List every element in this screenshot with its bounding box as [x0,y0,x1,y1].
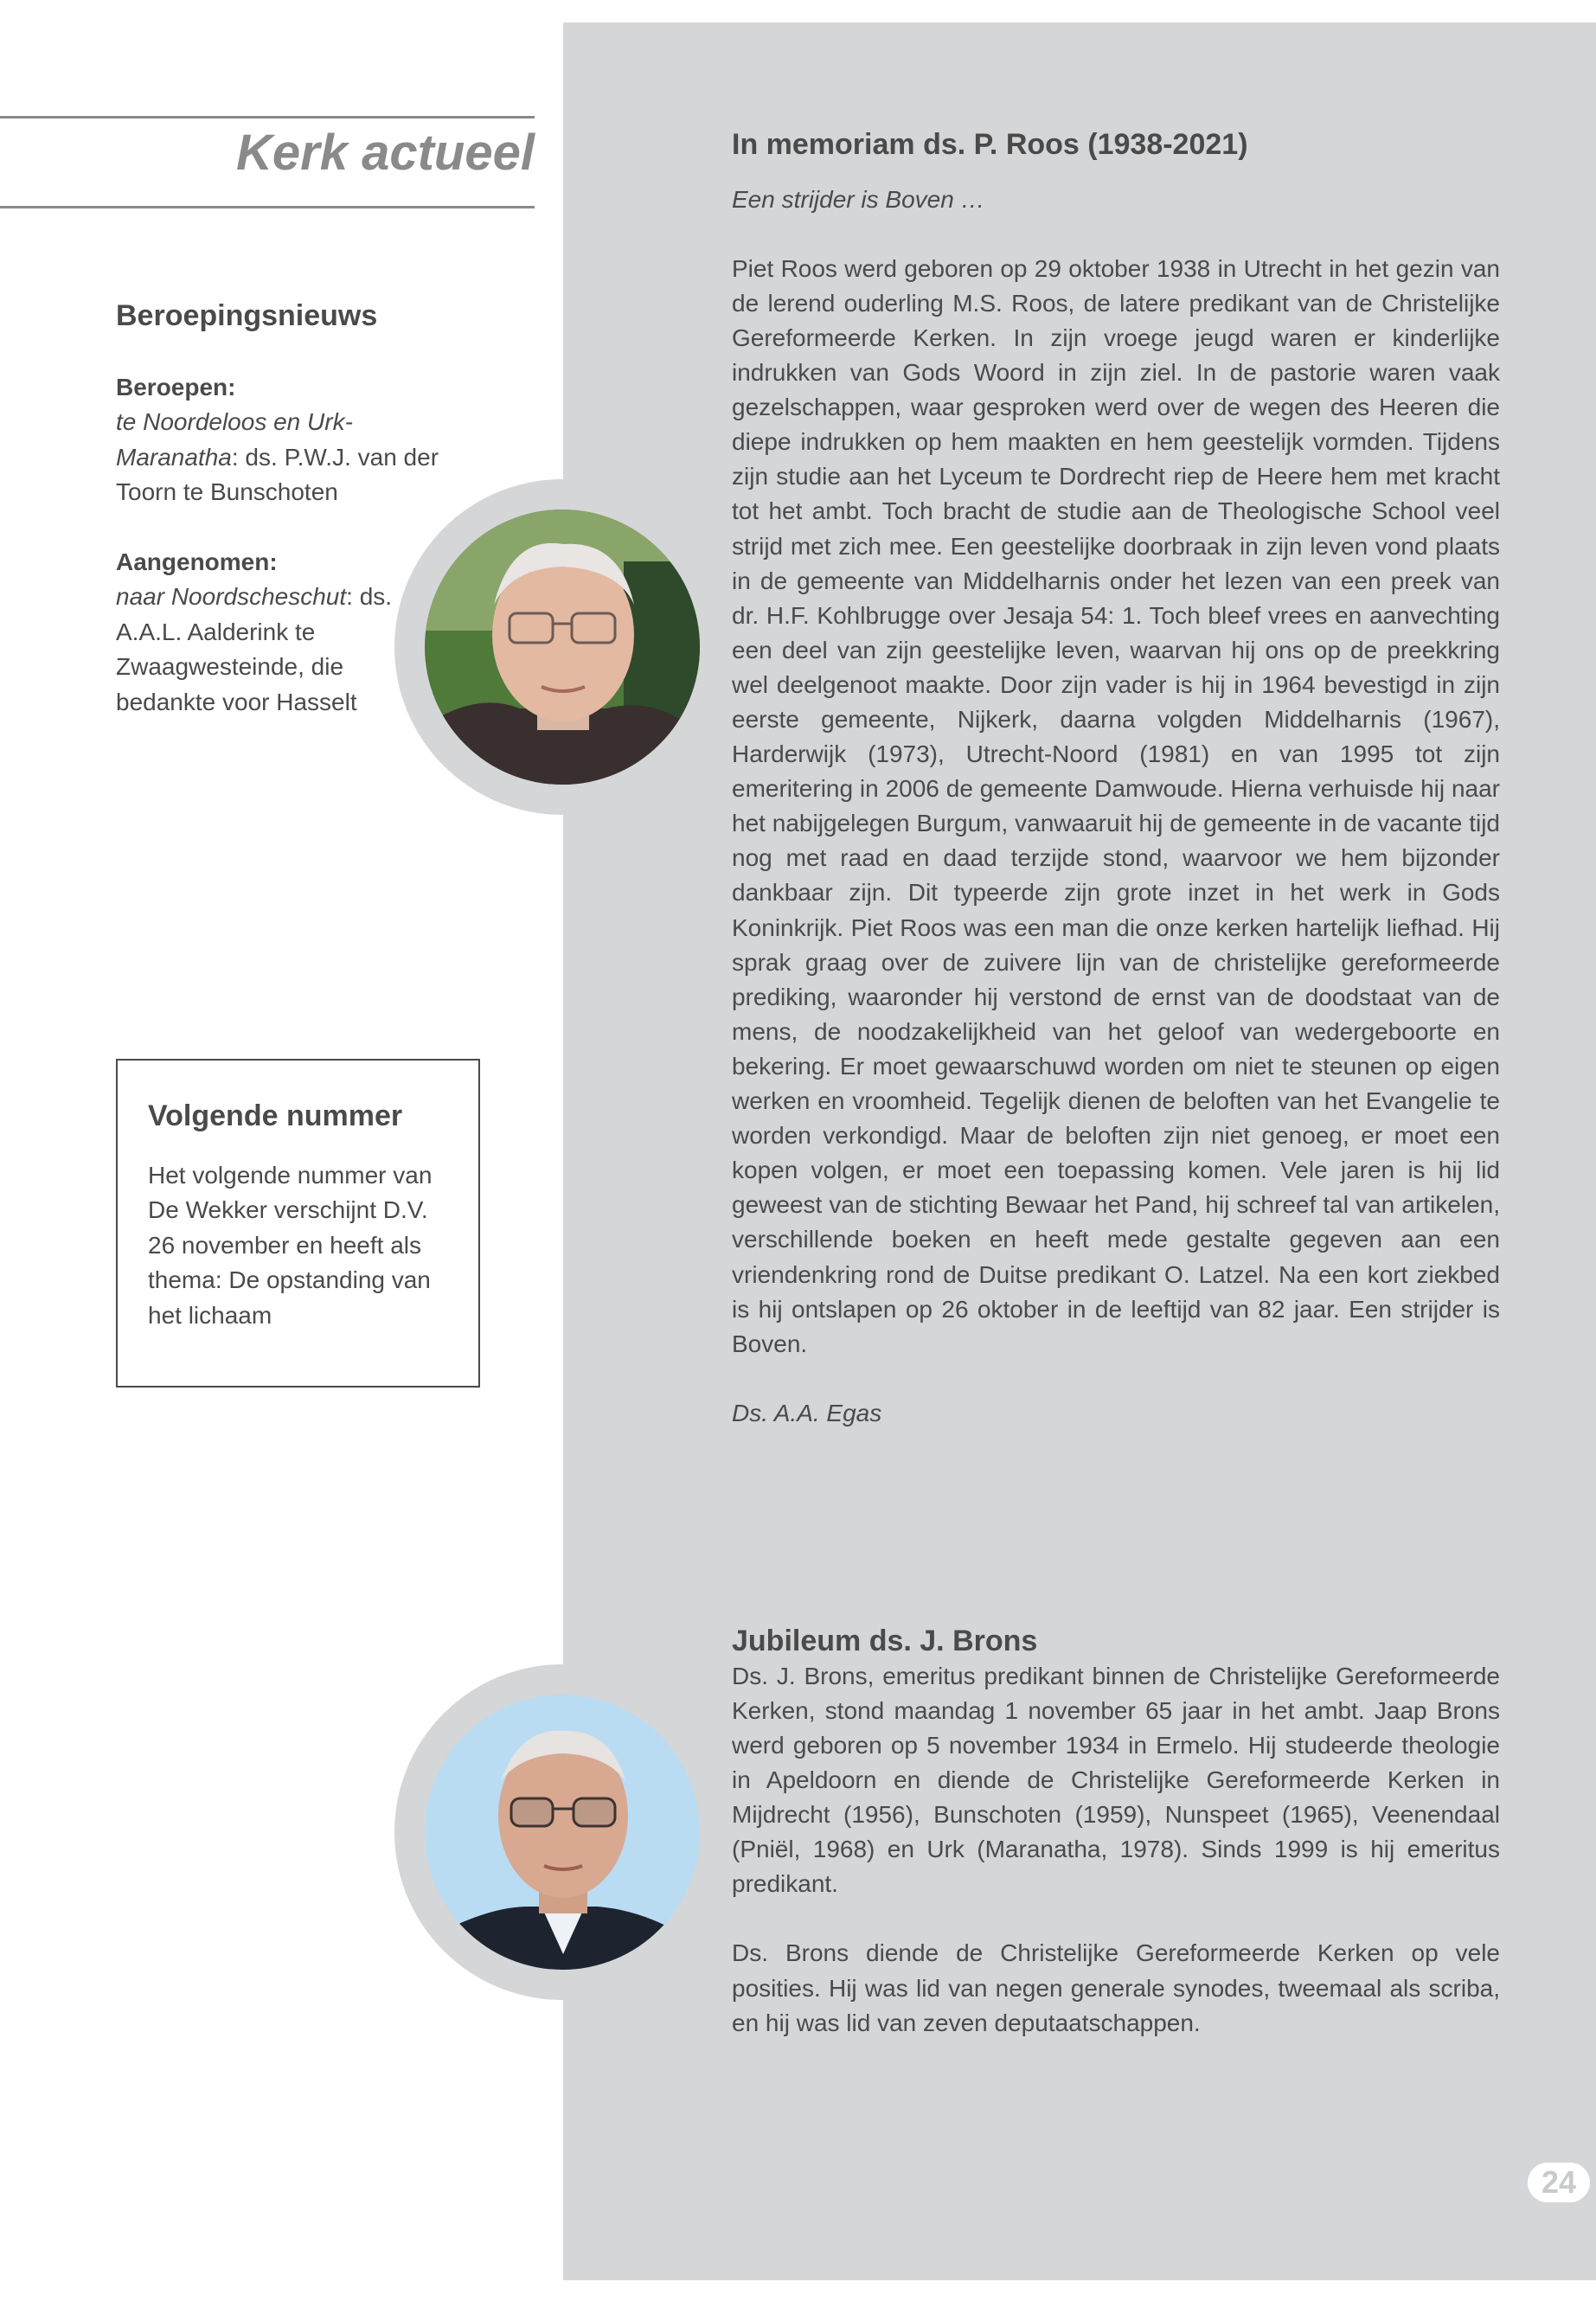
section-title: Kerk actueel [236,125,535,181]
portrait-roos-image [425,510,700,785]
page-number: 24 [1528,2163,1590,2202]
portrait-brons-image [425,1695,700,1970]
jubilee-article [732,1624,1500,2041]
memoriam-tagline: Een strijder is Boven … [732,185,985,213]
accepted-label: Aangenomen: [116,548,278,575]
memoriam-author: Ds. A.A. Egas [732,1399,882,1426]
sidebar-title: Beroepingsnieuws [116,299,378,332]
next-issue-title: Volgende nummer [148,1099,403,1132]
called-text [116,405,453,510]
next-issue-box [116,1059,480,1388]
next-issue-text: Het volgende nummer van De Wekker verschijnt D.V. 26 november en heeft als thema: De opstanding van het lichaam [148,1161,433,1329]
called-rest: : ds. P.W.J. van der Toorn te Bunschoten [116,443,439,506]
memoriam-body: Piet Roos werd geboren op 29 oktober 1938 in Utrecht in het gezin van de lerend ouderling M.S. Roos, de latere predikant van de Christelijke Gereformeerde Kerken. In zijn vroege jeugd waren er kinderlijke indrukken van Gods Woord in zijn ziel. In de pastorie waren vaak gezelschappen, waar gesproken werd over de wegen des Heeren die diepe indrukken op hem maakten en hem geestelijk vormden. Tijdens zijn studie aan het Lyceum te Dordrecht riep de Heere hem met kracht tot het ambt. Toch bracht de studie aan de Theologische School veel strijd met zich mee. Een geestelijke doorbraak in zijn leven vond plaats in de gemeente van Middelharnis onder het lezen van een preek van dr. H.F. Kohlbrugge over Jesaja 54: 1. Toch bleef vrees en aanvechting een deel van zijn geestelijke leven, waarvan hij ons op de preekkring wel deelgenoot maakte. Door zijn vader is hij in 1964 bevestigd in zijn eerste gemeente, Nijkerk, daarna volgden Middelharnis (1967), Harderwijk (1973), Utrecht-Noord (1981) en van 1995 tot zijn emeritering in 2006 de gemeente Damwoude. Hierna verhuisde hij naar het nabijgelegen Burgum, vanwaaruit hij de gemeente in de vacante tijd nog met raad en daad terzijde stond, waarvoor we hem bijzonder dankbaar zijn. Dit typeerde zijn grote inzet in het werk in Gods Koninkrijk. Piet Roos was een man die onze kerken hartelijk liefhad. Hij sprak graag over de zuivere lijn van de christelijke gereformeerde prediking, waaronder hij verstond de ernst van de doodstaat van de mens, de noodzakelijkheid van het geloof van wedergeboorte en bekering. Er moet gewaarschuwd worden om niet te steunen op eigen werken en vroomheid. Tegelijk dienen de beloften van het Evangelie te worden verkondigd. Maar de beloften zijn niet genoeg, er moet een kopen volgen, er moet een toepassing komen. Vele jaren is hij lid geweest van de stichting Bewaar het Pand, hij schreef tal van artikelen, verschillende boeken en heeft mede gestalte gegeven aan een vriendenkring rond de Duitse predikant O. Latzel. Na een kort ziekbed is hij ontslapen op 26 oktober in de leeftijd van 82 jaar. Een strijder is Boven. [732,254,1500,1357]
accepted-rest: : ds. A.A.L. Aalderink te Zwaagwesteinde, die bedankte voor Hasselt [116,583,393,715]
accepted-text [116,580,401,720]
header-top-rule [0,116,535,119]
portrait-brons [425,1695,700,1970]
memoriam-title: In memoriam ds. P. Roos (1938-2021) [732,128,1248,161]
called-place: te Noordeloos en Urk-Maranatha [116,408,353,471]
portrait-roos [425,510,700,785]
jubilee-paragraph-1: Ds. J. Brons, emeritus predikant binnen de Christelijke Gereformeerde Kerken, stond maandag 1 november 65 jaar in het ambt. Jaap Brons werd geboren op 5 november 1934 in Ermelo. Hij studeerde theologie in Apeldoorn en diende de Christelijke Gereformeerde Kerken in Mijdrecht (1956), Bunschoten (1959), Nunspeet (1965), Veenendaal (Pniël, 1968) en Urk (Maranatha, 1978). Sinds 1999 is hij emeritus predikant. [732,1662,1500,1898]
memoriam-article [732,127,1500,1431]
header-bottom-rule [0,206,535,208]
jubilee-paragraph-2: Ds. Brons diende de Christelijke Gereformeerde Kerken op vele posities. Hij was lid van negen generale synodes, tweemaal als scriba, en hij was lid van zeven deputaatschappen. [732,1939,1500,2036]
jubilee-title: Jubileum ds. J. Brons [732,1625,1038,1657]
accepted-place: naar Noordscheschut [116,583,347,611]
called-label: Beroepen: [116,373,236,401]
